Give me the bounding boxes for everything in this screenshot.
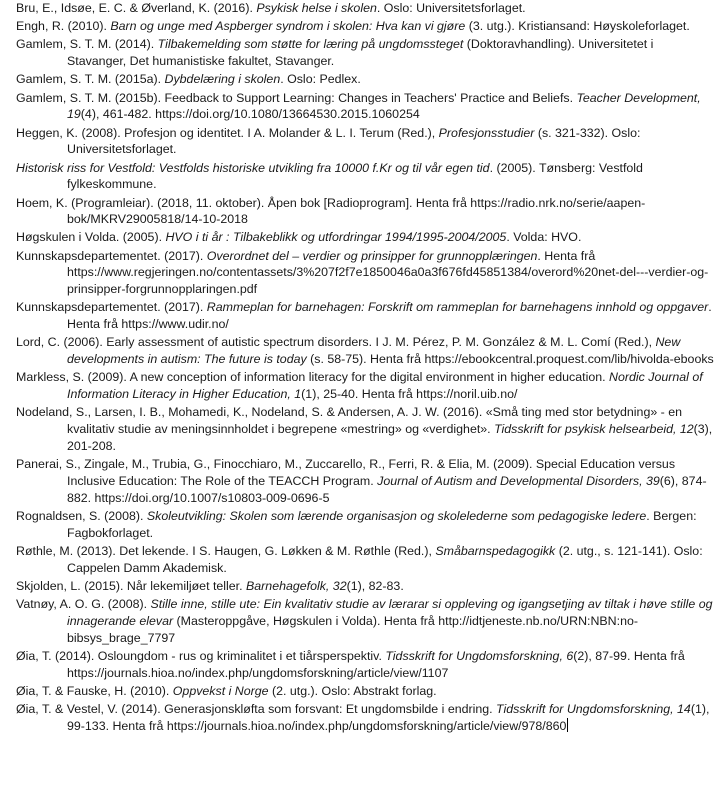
entry-text: Skjolden, L. (2015). Når lekemiljøet teller. [16, 578, 247, 593]
entry-text-italic: Rammeplan for barnehagen: Forskrift om rammeplan for barnehagens innhold og oppgaver [206, 300, 709, 315]
reference-entry[interactable] [16, 90, 716, 124]
entry-text-italic: Journal of Autism and Developmental Disorders, 39 [377, 473, 660, 488]
entry-text: (1), 25-40. Henta frå https://noril.uib.no/ [301, 387, 518, 402]
entry-text: (3), 201-208. [67, 422, 713, 453]
reference-entry[interactable] [16, 369, 716, 403]
reference-entry[interactable] [16, 125, 716, 159]
reference-entry[interactable] [16, 596, 716, 646]
reference-entry[interactable] [16, 71, 716, 88]
entry-text: (s. 58-75). Henta frå https://ebookcentral.proquest.com/lib/hivolda-ebooks [306, 352, 714, 367]
reference-entry[interactable] [16, 456, 716, 506]
entry-text-italic: Teacher Development, 19 [67, 90, 701, 122]
entry-text-italic: Nordic Journal of Information Literacy in Higher Education, 1 [67, 370, 703, 402]
reference-entry[interactable] [16, 299, 716, 333]
entry-text: (1), 82-83. [346, 578, 404, 593]
entry-text-italic: Dybdelæring i skolen [164, 72, 281, 87]
text-cursor [567, 718, 568, 732]
entry-text: Bru, E., Idsøe, E. C. & Øverland, K. (2016). [16, 1, 257, 15]
entry-text: Kunnskapsdepartementet. (2017). [16, 248, 207, 263]
entry-text: Øia, T. & Vestel, V. (2014). Generasjonskløfta som forsvant: Et ungdomsbilde i endring. [16, 702, 497, 717]
entry-text: Nodeland, S., Larsen, I. B., Mohamedi, K., Nodeland, S. & Andersen, A. J. W. (2016). «Små ting med stor betydning» - en kvalitativ studie av meningsinnholdet i begrepene «mestring» og «verdighet». [16, 405, 683, 437]
reference-entry[interactable] [16, 195, 716, 229]
reference-list[interactable] [16, 0, 716, 736]
entry-text: Heggen, K. (2008). Profesjon og identitet. I A. Molander & L. I. Terum (Red.), [16, 125, 439, 140]
entry-text: Øia, T. & Fauske, H. (2010). [16, 683, 173, 698]
entry-text: . Henta frå https://www.regjeringen.no/contentassets/3%207f2f7e1850046a0a3f676fd45851384/overord%20net-del---verdier-og-prinsipper-forgrunnopplaringen.pdf [67, 248, 709, 297]
entry-text: Engh, R. (2010). [16, 19, 111, 34]
entry-text: (2. utg.). Oslo: Abstrakt forlag. [268, 683, 437, 698]
entry-text: . Oslo: Universitetsforlaget. [376, 1, 526, 15]
entry-text: Lord, C. (2006). Early assessment of autistic spectrum disorders. I J. M. Pérez, P. M. González & M. L. Comí (Red.), [16, 335, 656, 350]
entry-text: (6), 874-882. https://doi.org/10.1007/s10803-009-0696-5 [67, 473, 707, 505]
entry-text: (3. utg.). Kristiansand: Høyskoleforlaget. [465, 19, 690, 34]
reference-entry[interactable] [16, 508, 716, 542]
entry-text: (1), 99-133. Henta frå https://journals.hioa.no/index.php/ungdomsforskning/article/view/978/860 [67, 702, 710, 733]
reference-entry[interactable] [16, 543, 716, 577]
entry-text: Hoem, K. (Programleiar). (2018, 11. oktober). Åpen bok [Radioprogram]. Henta frå https://radio.nrk.no/serie/aapen-bok/MKRV29005818/14-10-2018 [16, 195, 646, 227]
entry-text-italic: Barnehagefolk, 32 [246, 578, 347, 593]
entry-text: Øia, T. (2014). Osloungdom - rus og kriminalitet i et tiårsperspektiv. [16, 648, 386, 663]
reference-entry[interactable] [16, 648, 716, 682]
entry-text-italic: Småbarnspedagogikk [435, 543, 556, 558]
entry-text: . (2005). Tønsberg: Vestfold fylkeskommune. [67, 160, 643, 192]
entry-text: . Henta frå https://www.udir.no/ [67, 300, 712, 332]
entry-text-italic: Psykisk helse i skolen [256, 1, 377, 15]
entry-text-italic: HVO i ti år : Tilbakeblikk og utfordringar 1994/1995-2004/2005 [165, 230, 507, 245]
entry-text-italic: Tilbakemelding som støtte for læring på ungdomssteget [157, 37, 464, 52]
entry-text-italic: Skoleutvikling: Skolen som lærende organisasjon og skolelederne som pedagogiske ledere [146, 508, 647, 523]
reference-entry[interactable] [16, 404, 716, 454]
reference-entry[interactable] [16, 248, 716, 298]
entry-text: . Volda: HVO. [506, 230, 582, 245]
entry-text: (4), 461-482. https://doi.org/10.1080/13664530.2015.1060254 [80, 107, 420, 122]
reference-entry[interactable] [16, 334, 716, 368]
reference-entry[interactable] [16, 578, 716, 595]
entry-text: Panerai, S., Zingale, M., Trubia, G., Finocchiaro, M., Zuccarello, R., Ferri, R. & Elia, M. (2009). Special Education versus Inclusive Education: The Role of the TEACCH Program. [16, 457, 676, 488]
entry-text-italic: Oppvekst i Norge [172, 683, 269, 698]
entry-text-italic: Tidsskrift for Ungdomsforskning, 6 [385, 648, 574, 663]
entry-text-italic: Overordnet del – verdier og prinsipper for grunnopplæringen [206, 248, 538, 263]
entry-text: Røthle, M. (2013). Det lekende. I S. Haugen, G. Løkken & M. Røthle (Red.), [16, 543, 436, 558]
entry-text: Vatnøy, A. O. G. (2008). [16, 597, 151, 612]
entry-text: . Oslo: Pedlex. [280, 72, 361, 87]
reference-entry[interactable] [16, 0, 716, 17]
reference-entry[interactable] [16, 160, 716, 194]
entry-text: Kunnskapsdepartementet. (2017). [16, 300, 207, 315]
entry-text-italic: Historisk riss for Vestfold: Vestfolds historiske utvikling fra 10000 f.Kr og til vår egen tid [16, 160, 490, 175]
reference-entry[interactable] [16, 18, 716, 35]
entry-text: Rognaldsen, S. (2008). [16, 508, 147, 523]
entry-text-italic: Tidsskrift for Ungdomsforskning, 14 [496, 702, 691, 717]
entry-text-italic: Tidsskrift for psykisk helsearbeid, 12 [494, 422, 694, 437]
entry-text: Høgskulen i Volda. (2005). [16, 230, 166, 245]
entry-text: (Masteroppgåve, Høgskulen i Volda). Henta frå http://idtjeneste.nb.no/URN:NBN:no-bibsys_brage_7797 [67, 613, 638, 645]
entry-text: Markless, S. (2009). A new conception of information literacy for the digital environment in higher education. [16, 370, 610, 385]
entry-text-italic: New developments in autism: The future is today [67, 335, 681, 367]
reference-entry[interactable] [16, 701, 716, 735]
entry-text: (2), 87-99. Henta frå https://journals.hioa.no/index.php/ungdomsforskning/article/view/1107 [67, 648, 685, 680]
entry-text: Gamlem, S. T. M. (2015b). Feedback to Support Learning: Changes in Teachers' Practice and Beliefs. [16, 90, 577, 105]
entry-text: (2. utg., s. 121-141). Oslo: Cappelen Damm Akademisk. [67, 543, 703, 575]
entry-text: Gamlem, S. T. M. (2015a). [16, 72, 165, 87]
entry-text-italic: Stille inne, stille ute: Ein kvalitativ studie av lærarar si oppleving og igangsetjing av tiltak i høve stille og innagerande elevar [67, 597, 713, 628]
entry-text: (s. 321-332). Oslo: Universitetsforlaget. [67, 125, 641, 157]
entry-text: (Doktoravhandling). Universitetet i Stavanger, Det humanistiske fakultet, Stavanger. [67, 37, 654, 69]
entry-text: . Bergen: Fagbokforlaget. [67, 508, 697, 540]
reference-entry[interactable] [16, 229, 716, 246]
entry-text-italic: Barn og unge med Aspberger syndrom i skolen: Hva kan vi gjøre [110, 19, 466, 34]
reference-entry[interactable] [16, 683, 716, 700]
entry-text: Gamlem, S. T. M. (2014). [16, 37, 158, 52]
reference-entry[interactable] [16, 36, 716, 70]
entry-text-italic: Profesjonsstudier [438, 125, 535, 140]
